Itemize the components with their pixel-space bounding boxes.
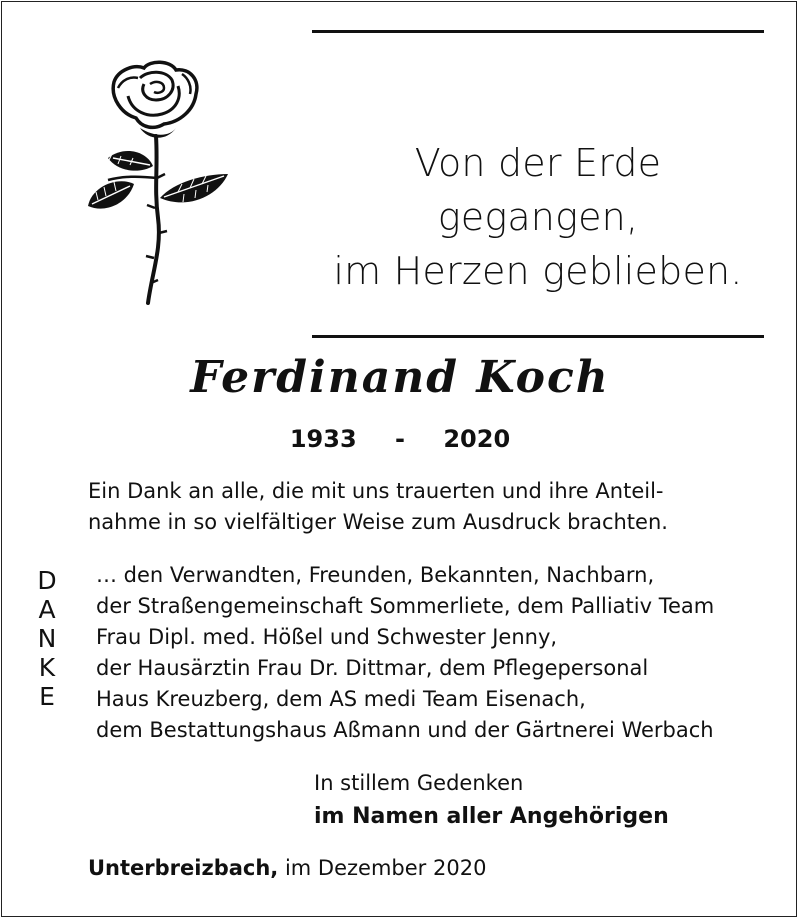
danke-vertical (34, 566, 60, 711)
motto-line-2: im Herzen geblieben. (333, 249, 743, 293)
place-city: Unterbreizbach, (88, 856, 279, 880)
life-years (0, 425, 800, 453)
list-item: Haus Kreuzberg, dem AS medi Team Eisenach, (96, 687, 586, 711)
thanks-line-2: nahme in so vielfältiger Weise zum Ausdruck brachten. (88, 510, 668, 534)
list-item: dem Bestattungshaus Aßmann und der Gärtnerei Werbach (96, 718, 714, 742)
deceased-name: Ferdinand Koch (190, 352, 610, 403)
danke-letter: A (38, 595, 56, 624)
rose-icon (78, 58, 238, 308)
danke-letter: K (38, 653, 56, 682)
list-item: Frau Dipl. med. Hößel und Schwester Jenny, (96, 625, 558, 649)
birth-year: 1933 (289, 425, 357, 453)
thanks-intro (88, 476, 748, 538)
memorial-signoff (314, 766, 669, 834)
top-rule (312, 30, 764, 33)
danke-letter: E (39, 682, 55, 711)
place-date (88, 856, 486, 880)
thanks-list (96, 560, 776, 746)
memorial-line-1: In stillem Gedenken (314, 771, 524, 795)
death-year: 2020 (443, 425, 511, 453)
list-item: … den Verwandten, Freunden, Bekannten, Nachbarn, (96, 563, 655, 587)
middle-rule (312, 335, 764, 338)
years-separator: - (395, 425, 405, 453)
thanks-line-1: Ein Dank an alle, die mit uns trauerten und ihre Anteil- (88, 479, 664, 503)
motto-line-1: Von der Erde gegangen, (414, 141, 662, 239)
list-item: der Hausärztin Frau Dr. Dittmar, dem Pflegepersonal (96, 656, 649, 680)
memorial-line-2: im Namen aller Angehörigen (314, 804, 669, 829)
place-date-text: im Dezember 2020 (284, 856, 487, 880)
danke-letter: N (37, 624, 57, 653)
motto (312, 136, 764, 298)
danke-letter: D (37, 566, 57, 595)
list-item: der Straßengemeinschaft Sommerliete, dem Palliativ Team (96, 594, 715, 618)
